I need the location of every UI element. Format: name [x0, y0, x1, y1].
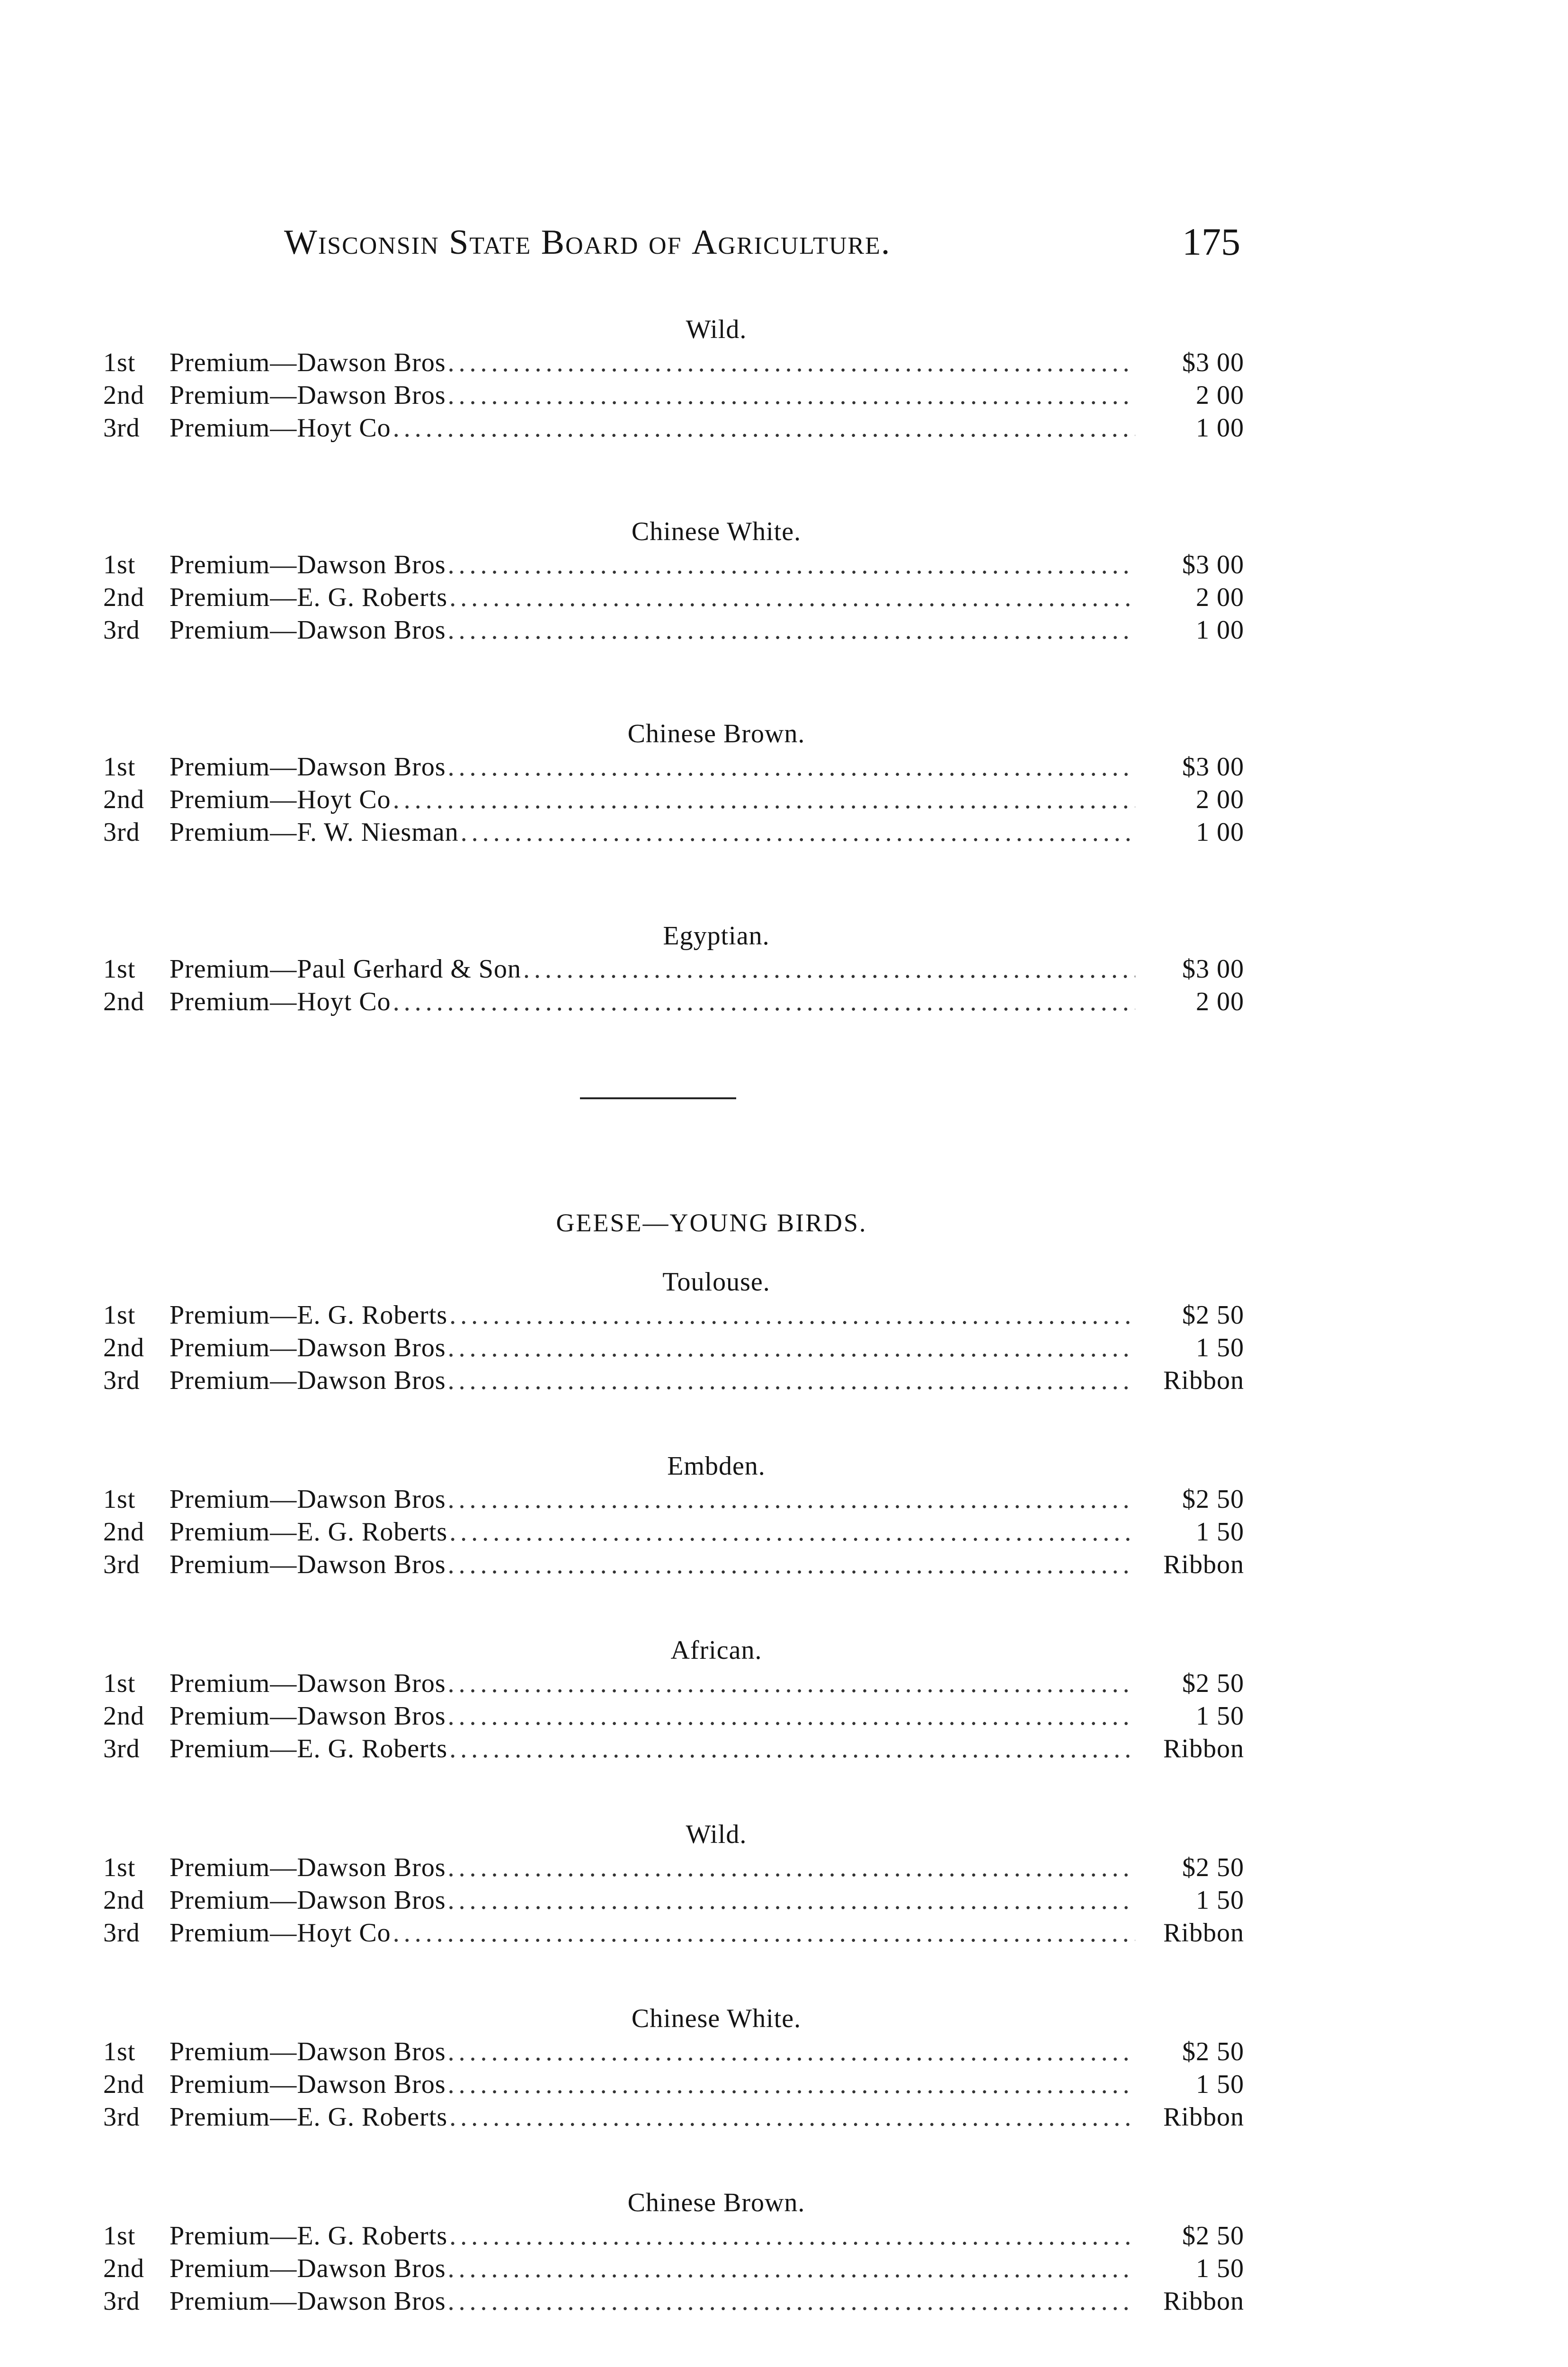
premium-place: 2nd [103, 987, 144, 1016]
premium-winner: Premium—Dawson Bros [169, 1853, 446, 1882]
category-embden [103, 1449, 1244, 1581]
premium-winner: Premium—Dawson Bros [169, 2254, 446, 2283]
category-egyptian [103, 919, 1244, 1018]
running-head-period: . [881, 223, 891, 262]
premium-place: 1st [103, 1300, 136, 1330]
premium-winner: Premium—Dawson Bros [169, 550, 446, 579]
dot-leader [461, 816, 1135, 849]
category-wild [103, 1817, 1244, 1949]
premium-place: 3rd [103, 2102, 140, 2132]
premium-place: 3rd [103, 818, 140, 847]
premium-row [103, 1364, 1244, 1397]
premium-row [103, 2101, 1244, 2134]
premium-place: 3rd [103, 1550, 140, 1579]
dot-leader [393, 412, 1135, 445]
premium-winner: Premium—E. G. Roberts [169, 1517, 448, 1547]
young-birds-section [103, 1208, 1244, 2367]
premium-amount: Ribbon [1163, 2287, 1244, 2316]
premium-row [103, 1516, 1244, 1548]
premium-amount: Ribbon [1163, 2102, 1244, 2132]
premium-row [103, 751, 1244, 783]
dot-leader [448, 1667, 1135, 1700]
premium-amount: 2 00 [1196, 381, 1244, 410]
dot-leader [523, 953, 1135, 986]
premium-amount: $2 50 [1182, 1485, 1244, 1514]
dot-leader [448, 2068, 1135, 2101]
premium-amount: 1 50 [1196, 2254, 1244, 2283]
dot-leader [449, 581, 1135, 614]
premium-place: 3rd [103, 1918, 140, 1948]
premium-winner: Premium—Hoyt Co [169, 413, 391, 443]
premium-row [103, 953, 1244, 986]
dot-leader [448, 1332, 1135, 1364]
premium-row [103, 549, 1244, 581]
running-head-initial: A [691, 223, 718, 262]
premium-row [103, 581, 1244, 614]
category-chinese-white [103, 2002, 1244, 2134]
premium-place: 1st [103, 954, 136, 984]
dot-leader [449, 2101, 1135, 2134]
premium-amount: 1 50 [1196, 1701, 1244, 1731]
premium-amount: $3 00 [1182, 954, 1244, 984]
dot-leader [448, 549, 1135, 581]
category-title: Toulouse. [662, 1267, 770, 1297]
old-birds-section [103, 312, 1244, 1088]
premium-row [103, 1733, 1244, 1765]
premium-amount: 2 00 [1196, 987, 1244, 1016]
premium-row [103, 2036, 1244, 2068]
premium-amount: $2 50 [1182, 2221, 1244, 2251]
premium-row [103, 1851, 1244, 1884]
dot-leader [448, 614, 1135, 647]
premium-place: 2nd [103, 583, 144, 612]
premium-place: 2nd [103, 381, 144, 410]
premium-place: 1st [103, 2221, 136, 2251]
premium-winner: Premium—Dawson Bros [169, 1485, 446, 1514]
premium-place: 3rd [103, 2287, 140, 2316]
category-title: African. [670, 1636, 762, 1665]
premium-row [103, 2068, 1244, 2101]
premium-row [103, 1548, 1244, 1581]
dot-leader [449, 1733, 1135, 1765]
page-number: 175 [1182, 220, 1240, 263]
dot-leader [448, 1884, 1135, 1917]
category-title: Wild. [686, 1820, 747, 1849]
premium-row [103, 379, 1244, 412]
premium-winner: Premium—Dawson Bros [169, 1886, 446, 1915]
section-title: GEESE—YOUNG BIRDS. [556, 1209, 867, 1237]
premium-amount: 1 50 [1196, 1517, 1244, 1547]
premium-place: 2nd [103, 2070, 144, 2099]
premium-place: 2nd [103, 2254, 144, 2283]
premium-row [103, 986, 1244, 1018]
premium-amount: $3 00 [1182, 550, 1244, 579]
premium-row [103, 2220, 1244, 2252]
running-head-word: oard of [565, 223, 692, 262]
running-head-word: griculture [718, 223, 881, 262]
dot-leader [449, 2220, 1135, 2252]
premium-place: 3rd [103, 615, 140, 645]
premium-winner: Premium—E. G. Roberts [169, 1300, 448, 1330]
running-head [284, 222, 891, 263]
premium-amount: 2 00 [1196, 583, 1244, 612]
premium-row [103, 614, 1244, 647]
premium-amount: 1 00 [1196, 615, 1244, 645]
premium-winner: Premium—Dawson Bros [169, 381, 446, 410]
premium-winner: Premium—Hoyt Co [169, 987, 391, 1016]
premium-amount: 1 00 [1196, 818, 1244, 847]
dot-leader [448, 2036, 1135, 2068]
premium-amount: 1 50 [1196, 1886, 1244, 1915]
running-head-initial: W [284, 223, 318, 262]
premium-amount: Ribbon [1163, 1734, 1244, 1763]
premium-place: 3rd [103, 413, 140, 443]
premium-place: 2nd [103, 1701, 144, 1731]
premium-row [103, 1700, 1244, 1733]
premium-winner: Premium—E. G. Roberts [169, 583, 448, 612]
dot-leader [448, 2285, 1135, 2318]
dot-leader [393, 1917, 1135, 1949]
premium-row [103, 816, 1244, 849]
premium-amount: $2 50 [1182, 1853, 1244, 1882]
premium-row [103, 1884, 1244, 1917]
premium-amount: 1 50 [1196, 2070, 1244, 2099]
premium-winner: Premium—E. G. Roberts [169, 2102, 448, 2132]
premium-winner: Premium—Dawson Bros [169, 2287, 446, 2316]
premium-place: 3rd [103, 1366, 140, 1395]
category-title: Wild. [686, 315, 747, 344]
category-title: Embden. [667, 1451, 766, 1481]
category-african [103, 1633, 1244, 1765]
category-toulouse [103, 1265, 1244, 1397]
premium-row [103, 1917, 1244, 1949]
dot-leader [448, 1548, 1135, 1581]
section-divider [580, 1097, 736, 1099]
premium-place: 1st [103, 1669, 136, 1698]
premium-amount: 1 00 [1196, 413, 1244, 443]
premium-amount: Ribbon [1163, 1918, 1244, 1948]
dot-leader [448, 1851, 1135, 1884]
premium-place: 1st [103, 348, 136, 377]
premium-winner: Premium—Dawson Bros [169, 1333, 446, 1362]
dot-leader [448, 751, 1135, 783]
premium-place: 2nd [103, 1886, 144, 1915]
category-chinese-white [103, 515, 1244, 647]
running-head-word: isconsin [318, 223, 449, 262]
premium-row [103, 1299, 1244, 1332]
dot-leader [449, 1516, 1135, 1548]
premium-amount: $3 00 [1182, 752, 1244, 782]
premium-place: 1st [103, 1485, 136, 1514]
category-chinese-brown [103, 2186, 1244, 2318]
premium-place: 3rd [103, 1734, 140, 1763]
dot-leader [448, 379, 1135, 412]
premium-winner: Premium—Paul Gerhard & Son [169, 954, 522, 984]
dot-leader [448, 2252, 1135, 2285]
dot-leader [393, 986, 1135, 1018]
premium-row [103, 1332, 1244, 1364]
premium-winner: Premium—Dawson Bros [169, 615, 446, 645]
premium-amount: 1 50 [1196, 1333, 1244, 1362]
category-wild [103, 312, 1244, 445]
dot-leader [448, 1483, 1135, 1516]
premium-place: 2nd [103, 1333, 144, 1362]
premium-row [103, 412, 1244, 445]
premium-amount: $2 50 [1182, 1300, 1244, 1330]
premium-place: 2nd [103, 785, 144, 814]
premium-row [103, 1667, 1244, 1700]
premium-winner: Premium—Dawson Bros [169, 1701, 446, 1731]
category-title: Chinese Brown. [627, 719, 805, 748]
dot-leader [449, 1299, 1135, 1332]
premium-amount: $3 00 [1182, 348, 1244, 377]
premium-place: 1st [103, 550, 136, 579]
dot-leader [448, 1700, 1135, 1733]
premium-amount: 2 00 [1196, 785, 1244, 814]
dot-leader [393, 783, 1135, 816]
category-chinese-brown [103, 717, 1244, 849]
premium-winner: Premium—E. G. Roberts [169, 2221, 448, 2251]
running-head-word: tate [469, 223, 541, 262]
running-head-initial: S [449, 223, 470, 262]
premium-winner: Premium—F. W. Niesman [169, 818, 459, 847]
category-title: Egyptian. [663, 921, 770, 951]
premium-amount: $2 50 [1182, 2037, 1244, 2066]
premium-row [103, 2252, 1244, 2285]
dot-leader [448, 1364, 1135, 1397]
premium-winner: Premium—Dawson Bros [169, 1550, 446, 1579]
page-header [284, 222, 1240, 279]
premium-row [103, 1483, 1244, 1516]
premium-amount: $2 50 [1182, 1669, 1244, 1698]
premium-row [103, 783, 1244, 816]
category-title: Chinese White. [631, 2004, 802, 2033]
premium-winner: Premium—Dawson Bros [169, 348, 446, 377]
premium-row [103, 347, 1244, 379]
premium-winner: Premium—Dawson Bros [169, 752, 446, 782]
category-title: Chinese White. [631, 517, 802, 546]
premium-winner: Premium—Dawson Bros [169, 1669, 446, 1698]
premium-winner: Premium—Dawson Bros [169, 2070, 446, 2099]
premium-amount: Ribbon [1163, 1366, 1244, 1395]
category-title: Chinese Brown. [627, 2188, 805, 2217]
dot-leader [448, 347, 1135, 379]
premium-amount: Ribbon [1163, 1550, 1244, 1579]
premium-winner: Premium—Hoyt Co [169, 1918, 391, 1948]
premium-place: 2nd [103, 1517, 144, 1547]
premium-row [103, 2285, 1244, 2318]
running-head-initial: B [541, 223, 566, 262]
premium-winner: Premium—E. G. Roberts [169, 1734, 448, 1763]
premium-place: 1st [103, 1853, 136, 1882]
premium-place: 1st [103, 752, 136, 782]
premium-winner: Premium—Dawson Bros [169, 2037, 446, 2066]
premium-place: 1st [103, 2037, 136, 2066]
premium-winner: Premium—Hoyt Co [169, 785, 391, 814]
premium-winner: Premium—Dawson Bros [169, 1366, 446, 1395]
